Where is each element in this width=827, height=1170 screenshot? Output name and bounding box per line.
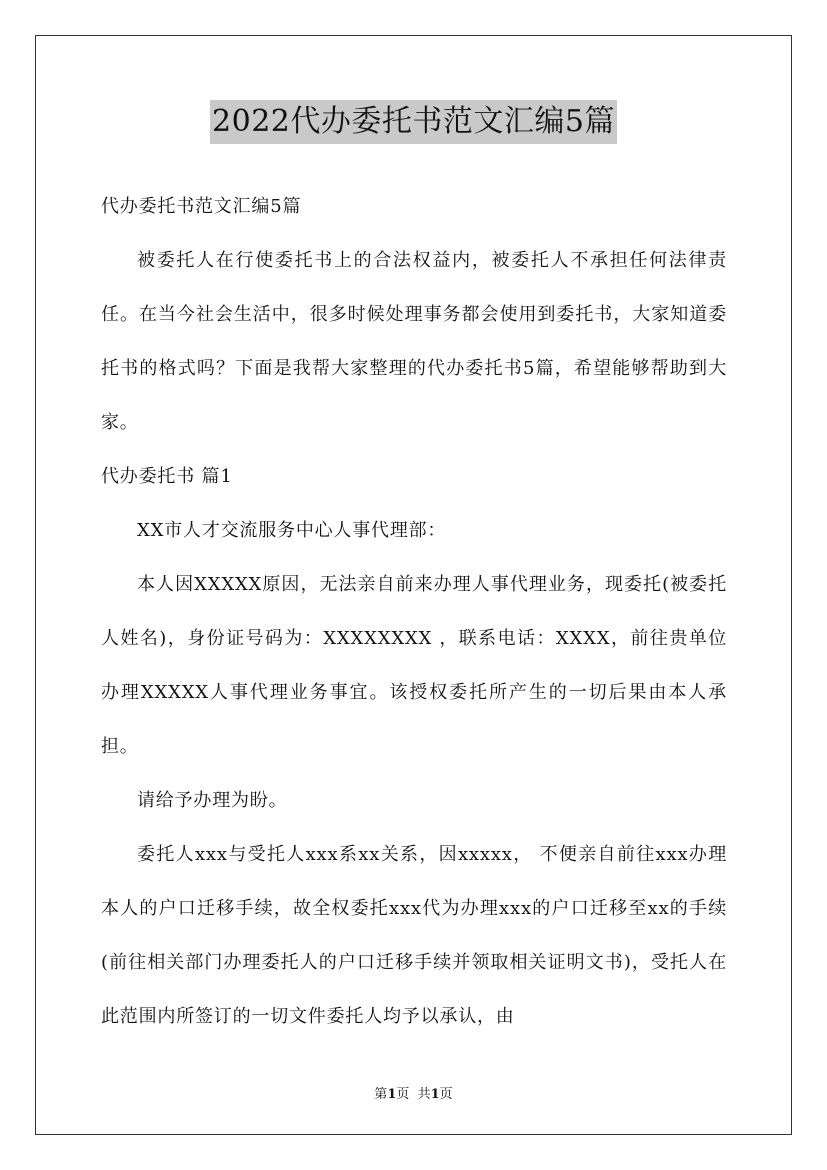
page-footer	[0, 1083, 827, 1102]
document-title	[0, 100, 827, 144]
page-number: 1	[387, 1087, 397, 1102]
document-title-text: 2022代办委托书范文汇编5篇	[210, 100, 617, 144]
body-paragraph: 委托人xxx与受托人xxx系xx关系，因xxxxx， 不便亲自前往xxx办理本人的户口迁移手续，故全权委托xxx代为办理xxx的户口迁移至xx的手续(前往相关部门办理委托人的户口迁移手续并领取相关证明文书)，受托人在此范围内所签订的一切文件委托人均予以承认，由	[101, 844, 727, 1027]
total-pages: 1	[430, 1087, 440, 1102]
intro-paragraph: 被委托人在行使委托书上的合法权益内，被委托人不承担任何法律责任。在当今社会生活中，很多时候处理事务都会使用到委托书，大家知道委托书的格式吗？下面是我帮大家整理的代办委托书5篇，希望能够帮助到大家。	[101, 250, 727, 433]
body-paragraph: 本人因XXXXX原因，无法亲自前来办理人事代理业务，现委托(被委托人姓名)，身份证号码为：XXXXXXXX ，联系电话：XXXX，前往贵单位办理XXXXX人事代理业务事宜。该授权委托所产生的一切后果由本人承担。	[101, 574, 727, 757]
document-body	[101, 180, 727, 1044]
request-line: 请给予办理为盼。	[137, 790, 288, 811]
addressee-line: XX市人才交流服务中心人事代理部：	[137, 520, 447, 541]
subtitle-line: 代办委托书范文汇编5篇	[101, 196, 302, 217]
section-heading: 代办委托书 篇1	[101, 466, 233, 487]
footer-suffix: 页	[439, 1087, 453, 1102]
footer-prefix: 第	[374, 1087, 388, 1102]
footer-mid: 页 共	[396, 1087, 431, 1102]
